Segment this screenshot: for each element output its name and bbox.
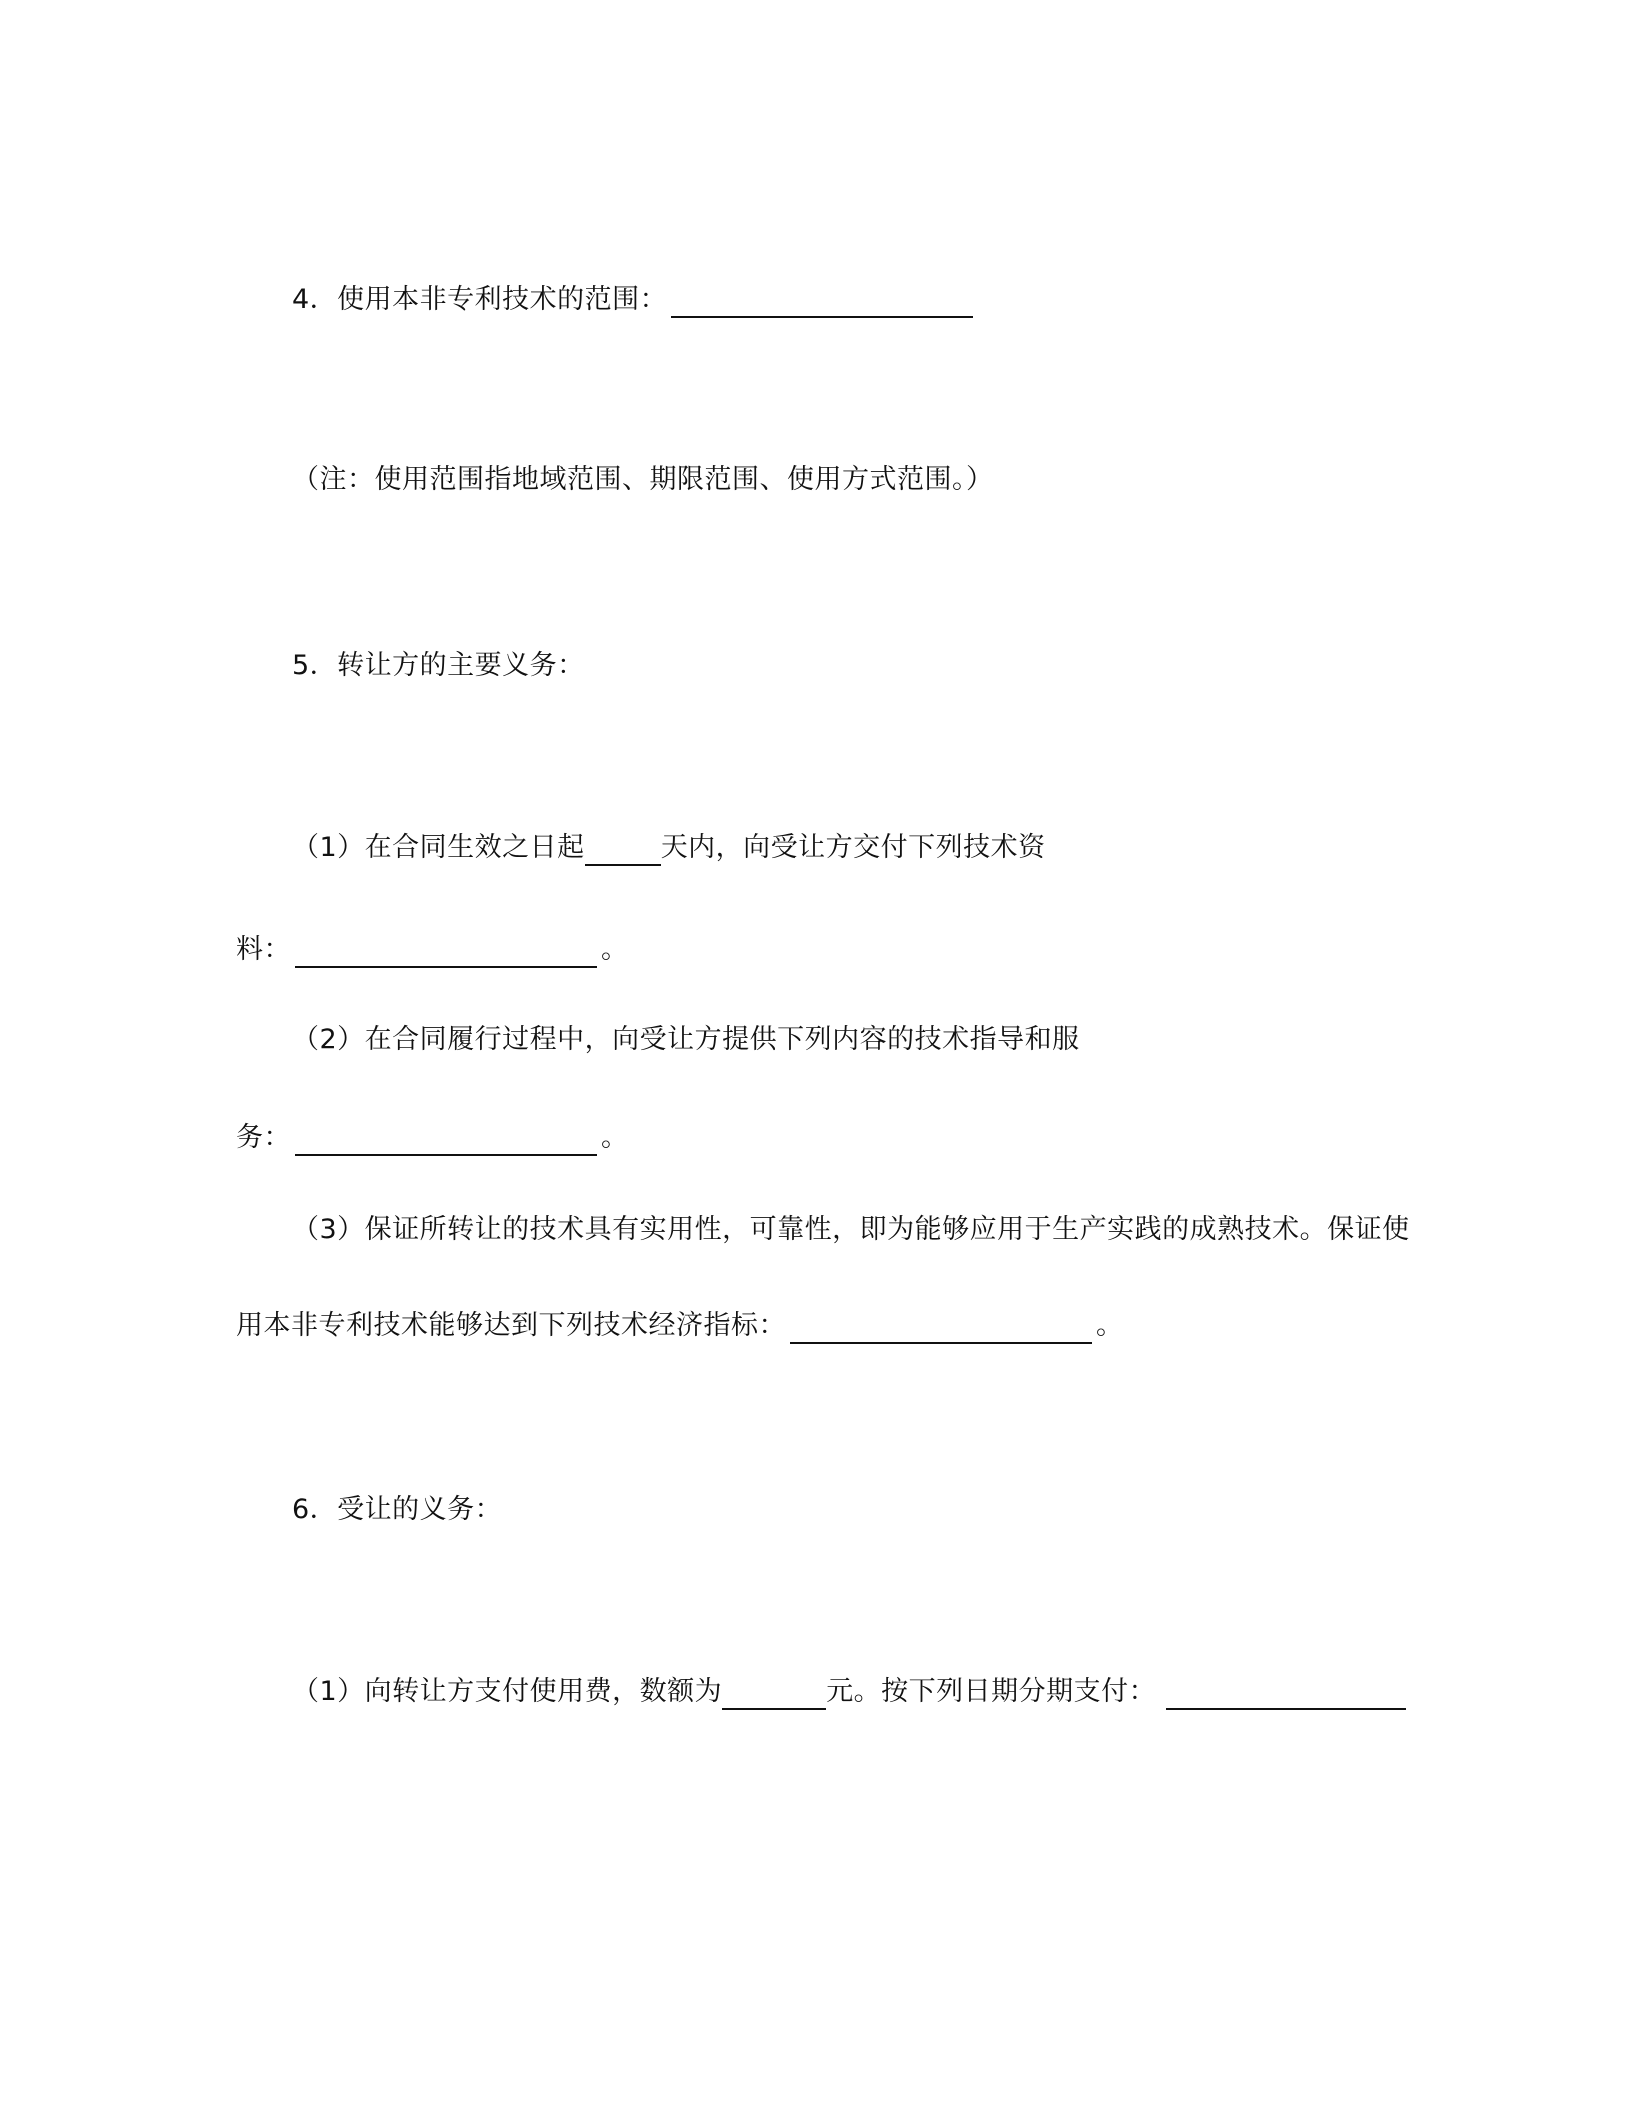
item-5-sub3-line2 [236,1308,1124,1344]
item-6-sub1-line [292,1674,1410,1710]
item-5-sub2-line2-text-b: 。 [601,1122,629,1153]
item-5-sub3-line2-text-b: 。 [1096,1310,1124,1341]
item-5-sub1-line2-text-a: 料： [236,934,291,965]
item-5-sub1-line1 [292,830,1046,866]
item-5-sub1-materials-blank[interactable] [295,936,597,968]
item-5-title: 5．转让方的主要义务： [292,650,585,681]
item-6-sub1-amount-blank[interactable] [722,1678,826,1710]
item-5-sub1-text-a: （1）在合同生效之日起 [292,832,585,863]
item-4-text: 4．使用本非专利技术的范围： [292,284,668,315]
item-4-note: （注：使用范围指地域范围、期限范围、使用方式范围。） [292,464,994,495]
item-4-line [292,282,977,318]
item-5-sub3-line1: （3）保证所转让的技术具有实用性，可靠性，即为能够应用于生产实践的成熟技术。保证使 [292,1214,1410,1245]
item-5-sub1-line2 [236,932,629,968]
item-5-sub2-service-blank[interactable] [295,1124,597,1156]
item-5-sub2-line1: （2）在合同履行过程中，向受让方提供下列内容的技术指导和服 [292,1024,1080,1055]
item-5-sub3-indicator-blank[interactable] [790,1312,1092,1344]
item-6-sub1-dates-blank[interactable] [1166,1678,1406,1710]
item-5-sub1-text-b: 天内，向受让方交付下列技术资 [660,832,1046,863]
item-6-title: 6．受让的义务： [292,1494,503,1525]
item-5-sub1-line2-text-b: 。 [601,934,629,965]
item-4-blank[interactable] [671,286,973,318]
item-5-sub1-days-blank[interactable] [585,834,661,866]
item-6-sub1-text-a: （1）向转让方支付使用费，数额为 [292,1676,723,1707]
item-5-sub2-line2 [236,1120,629,1156]
item-6-sub1-text-b: 元。按下列日期分期支付： [826,1676,1157,1707]
item-5-sub2-line2-text-a: 务： [236,1122,291,1153]
item-5-sub3-line2-text-a: 用本非专利技术能够达到下列技术经济指标： [236,1310,786,1341]
